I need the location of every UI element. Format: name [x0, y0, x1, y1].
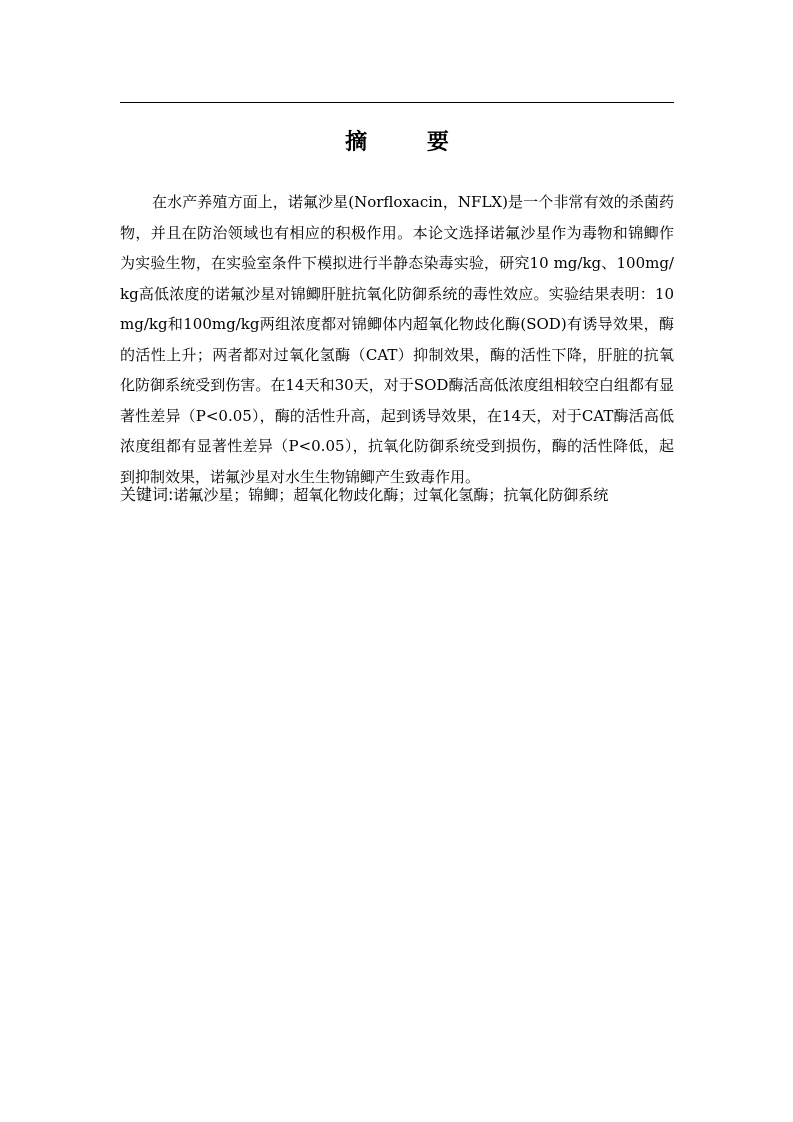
abstract-paragraph: 在水产养殖方面上，诺氟沙星(Norfloxacin，NFLX)是一个非常有效的杀菌药物，并且在防治领域也有相应的积极作用。本论文选择诺氟沙星作为毒物和锦鲫作为实验生物，在实验室条件下模拟进行半静态染毒实验，研究10 mg/kg、100mg/kg高低浓度的诺氟沙星对锦鲫肝脏抗氧化防御系统的毒性效应。实验结果表明：10 mg/kg和100mg/kg两组浓度都对锦鲫体内超氧化物歧化酶(SOD)有诱导效果，酶的活性上升；两者都对过氧化氢酶（CAT）抑制效果，酶的活性下降，肝脏的抗氧化防御系统受到伤害。在14天和30天，对于SOD酶活高低浓度组相较空白组都有显著性差异（P<0.05），酶的活性升高，起到诱导效果，在14天，对于CAT酶活高低浓度组都有显著性差异（P<0.05），抗氧化防御系统受到损伤，酶的活性降低，起到抑制效果，诺氟沙星对水生生物锦鲫产生致毒作用。: [120, 193, 674, 486]
keywords-text: 诺氟沙星；锦鲫；超氧化物歧化酶；过氧化氢酶；抗氧化防御系统: [173, 486, 609, 504]
page-title: 摘 要: [345, 130, 475, 155]
keywords-line: [120, 480, 674, 510]
header-rule: [120, 102, 674, 103]
keywords-label: 关键词:: [120, 485, 174, 504]
